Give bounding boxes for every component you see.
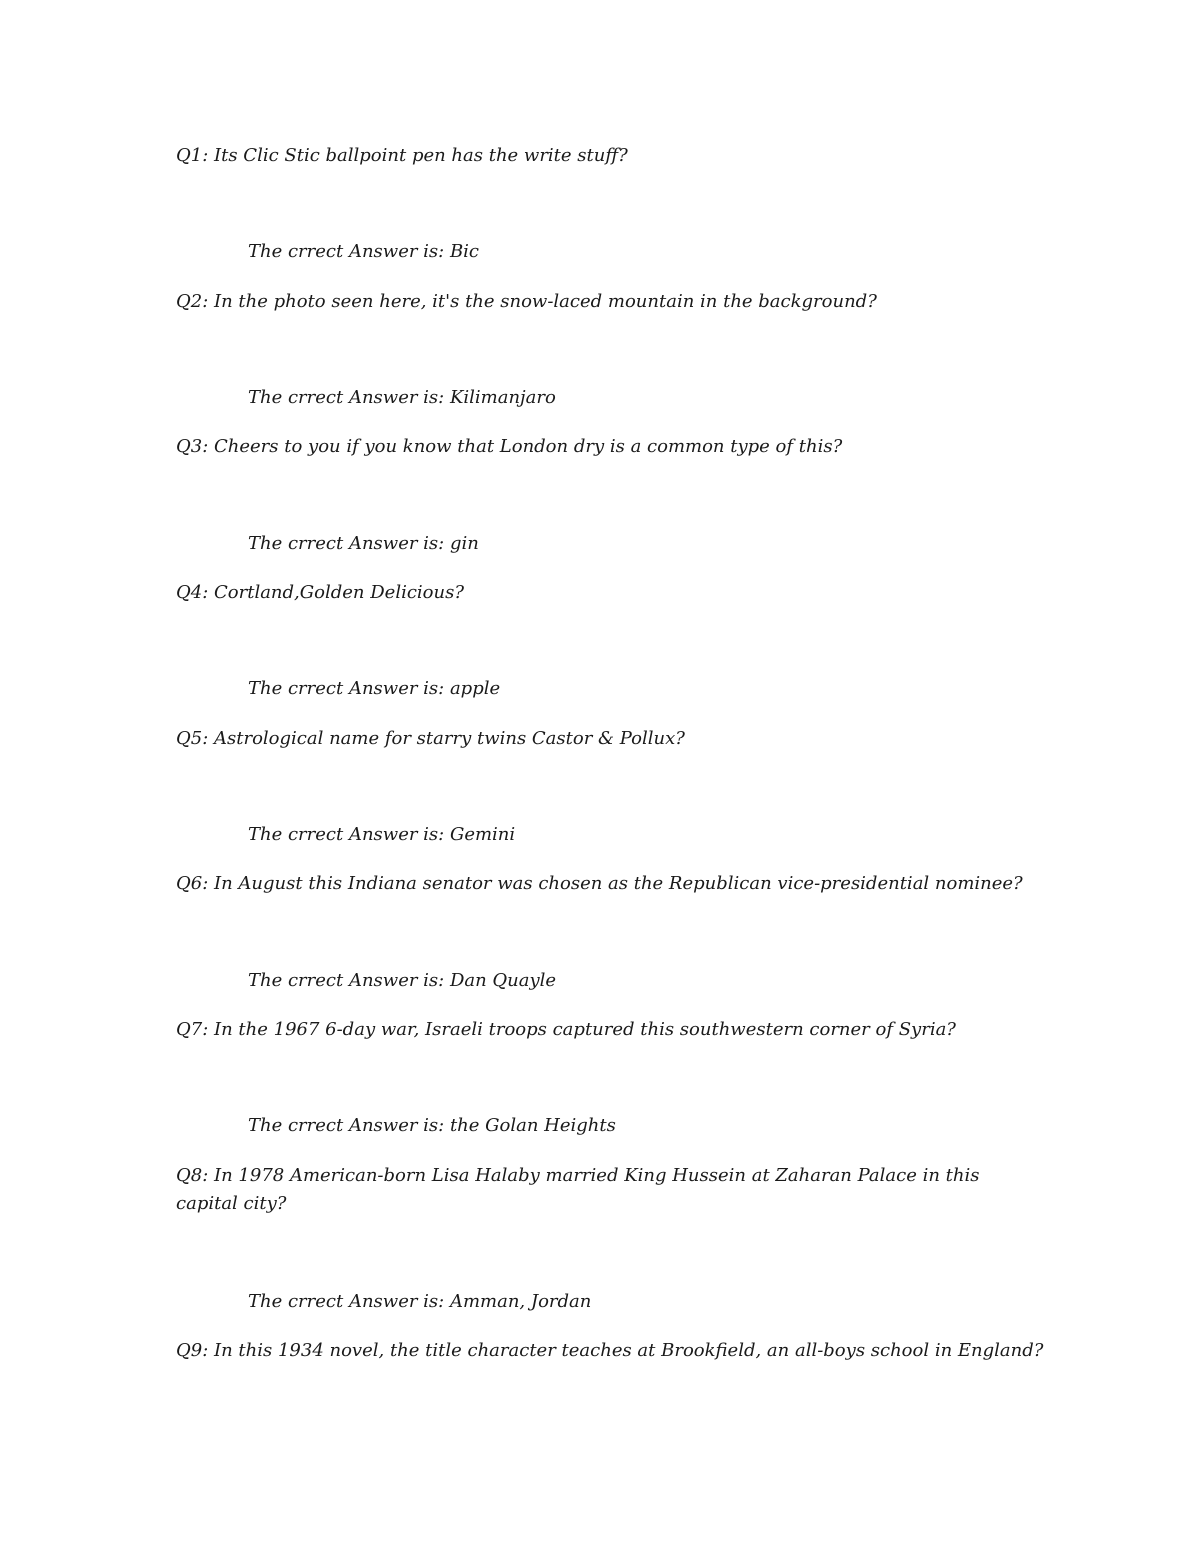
question-7: Q7: In the 1967 6-day war, Israeli troops captured this southwestern corner of Syria? [176, 1019, 956, 1040]
question-4: Q4: Cortland,Golden Delicious? [176, 582, 464, 603]
question-3: Q3: Cheers to you if you know that London dry is a common type of this? [176, 436, 843, 457]
answer-2: The crrect Answer is: Kilimanjaro [248, 387, 556, 408]
answer-4: The crrect Answer is: apple [248, 678, 501, 699]
answer-8: The crrect Answer is: Amman, Jordan [248, 1291, 592, 1312]
question-2: Q2: In the photo seen here, it's the snow-laced mountain in the background? [176, 291, 877, 312]
question-9: Q9: In this 1934 novel, the title character teaches at Brookfield, an all-boys school in England? [176, 1340, 1044, 1361]
question-1: Q1: Its Clic Stic ballpoint pen has the write stuff? [176, 145, 628, 166]
answer-1: The crrect Answer is: Bic [248, 241, 480, 262]
question-8: Q8: In 1978 American-born Lisa Halaby married King Hussein at Zaharan Palace in this capital city? [176, 1165, 980, 1214]
answer-6: The crrect Answer is: Dan Quayle [248, 970, 557, 991]
answer-7: The crrect Answer is: the Golan Heights [248, 1115, 616, 1136]
question-6: Q6: In August this Indiana senator was chosen as the Republican vice-presidential nominee? [176, 873, 1023, 894]
question-5: Q5: Astrological name for starry twins Castor & Pollux? [176, 728, 685, 749]
answer-5: The crrect Answer is: Gemini [248, 824, 516, 845]
answer-3: The crrect Answer is: gin [248, 533, 479, 554]
